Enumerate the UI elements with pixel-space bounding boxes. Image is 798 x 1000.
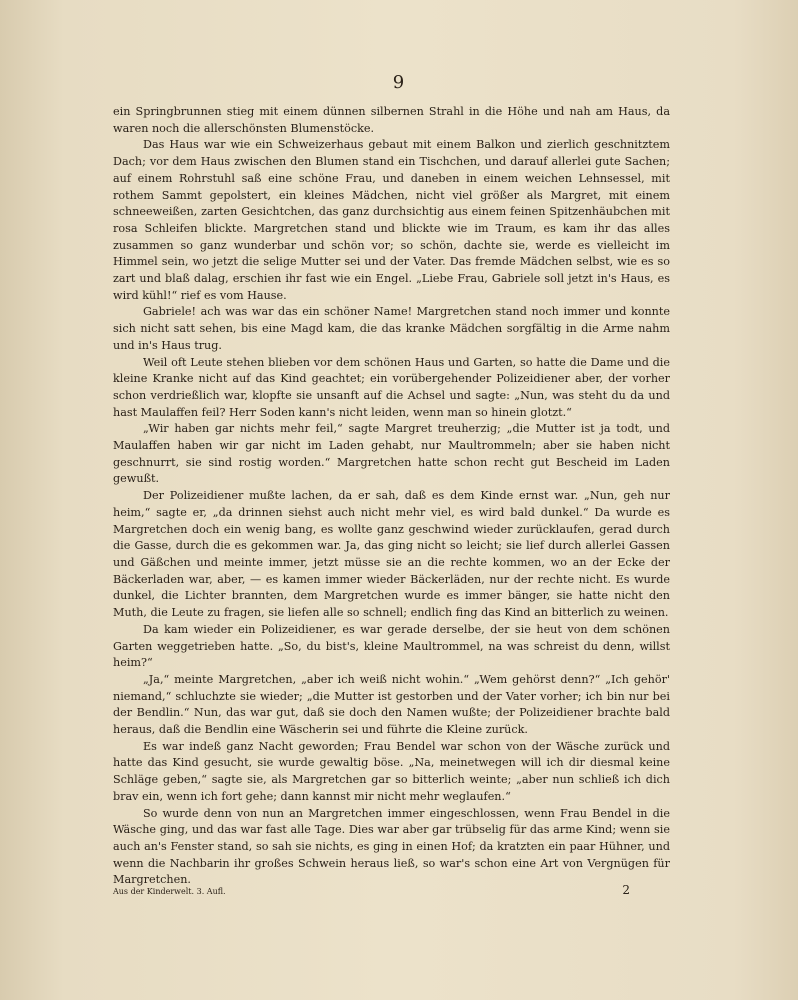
paragraph-2: Das Haus war wie ein Schweizerhaus gebaut mit einem Balkon und zierlich geschnitztem Dach; vor dem Haus zwischen den Blumen stand ein Tischchen, und darauf allerlei gute Sachen; auf einem Rohrstuhl saß eine schöne Frau, und daneben in einem weichen Lehnsessel, mit rothem Sammt gepolstert, ein kleines Mädchen, nicht viel größer als Margret, mit einem schneeweißen, zarten Gesichtchen, das ganz durchsichtig aus einem feinen Spitzenhäubchen mit rosa Schleifen blickte. Margretchen stand und blickte wie im Traum, es kam ihr das alles zusammen so ganz wunderbar und schön vor; so schön, dachte sie, werde es vielleicht im Himmel sein, wo jetzt die selige Mutter sei und der Vater. Das fremde Mädchen selbst, wie es so zart und blaß dalag, erschien ihr fast wie ein Engel. „Liebe Frau, Gabriele soll jetzt in's Haus, es wird kühl!“ rief es vom Hause. <box>113 138 670 302</box>
body-text <box>113 104 670 889</box>
paragraph-8: „Ja,“ meinte Margretchen, „aber ich weiß nicht wohin.“ „Wem gehörst denn?“ „Ich gehör' niemand,“ schluchzte sie wieder; „die Mutter ist gestorben und der Vater vorher; ich bin nur bei der Bendlin.“ Nun, das war gut, daß sie doch den Namen wußte; der Polizeidiener brachte bald heraus, daß die Bendlin eine Wäscherin sei und führte die Kleine zurück. <box>113 672 670 737</box>
paragraph-6: Der Polizeidiener mußte lachen, da er sah, daß es dem Kinde ernst war. „Nun, geh nur heim,“ sagte er, „da drinnen siehst auch nicht mehr viel, es wird bald dunkel.“ Da wurde es Margretchen doch ein wenig bang, es wollte ganz geschwind wieder zurücklaufen, gerad durch die Gasse, durch die es gekommen war. Ja, das ging nicht so leicht; sie lief durch allerlei Gassen und Gäßchen und meinte immer, jetzt müsse sie an die rechte kommen, wo an der Ecke der Bäckerladen war, aber, — es kamen immer wieder Bäckerläden, nur der rechte nicht. Es wurde dunkel, die Lichter brannten, dem Margretchen wurde es immer bänger, sie hatte nicht den Muth, die Leute zu fragen, sie liefen alle so schnell; endlich fing das Kind an bitterlich zu weinen. <box>113 489 670 620</box>
paragraph-10: So wurde denn von nun an Margretchen immer eingeschlossen, wenn Frau Bendel in die Wäsche ging, und das war fast alle Tage. Dies war aber gar trübselig für das arme Kind; wenn sie auch an's Fenster stand, so sah sie nichts, es ging in einen Hof; da kratzten ein paar Hühner, und wenn die Nachbarin ihr großes Schwein heraus ließ, so war's schon eine Art von Vergnügen für Margretchen. <box>113 806 670 887</box>
paragraph-5: „Wir haben gar nichts mehr feil,“ sagte Margret treuherzig; „die Mutter ist ja todt, und Maulaffen haben wir gar nicht im Laden gehabt, nur Maultrommeln; aber sie haben nicht geschnurrt, sie sind rostig worden.“ Margretchen hatte schon recht gut Bescheid im Laden gewußt. <box>113 422 670 486</box>
paragraph-3: Gabriele! ach was war das ein schöner Name! Margretchen stand noch immer und konnte sich nicht satt sehen, bis eine Magd kam, die das kranke Mädchen sorgfältig in die Arme nahm und in's Haus trug. <box>113 305 670 352</box>
paragraph-9: Es war indeß ganz Nacht geworden; Frau Bendel war schon von der Wäsche zurück und hatte das Kind gesucht, sie wurde gewaltig böse. „Na, meinetwegen will ich dir diesmal keine Schläge geben,“ sagte sie, als Margretchen gar so bitterlich weinte; „aber nun schließ ich dich brav ein, wenn ich fort gehe; dann kannst mir nicht mehr weglaufen.“ <box>113 739 670 803</box>
paragraph-7: Da kam wieder ein Polizeidiener, es war gerade derselbe, der sie heut von dem schönen Garten weggetrieben hatte. „So, du bist's, kleine Maultrommel, na was schreist du denn, willst heim?“ <box>113 622 670 670</box>
paragraph-4: Weil oft Leute stehen blieben vor dem schönen Haus und Garten, so hatte die Dame und die kleine Kranke nicht auf das Kind geachtet; ein vorübergehender Polizeidiener aber, der vorher schon verdrießlich war, klopfte sie unsanft auf die Achsel und sagte: „Nun, was steht du da und hast Maulaffen feil? Herr Soden kann's nicht leiden, wenn man so hinein glotzt.“ <box>113 355 670 419</box>
paragraph-1: ein Springbrunnen stieg mit einem dünnen silbernen Strahl in die Höhe und nah am Haus, da waren noch die allerschönsten Blumenstöcke. <box>113 105 670 135</box>
signature-mark: 2 <box>622 883 630 897</box>
page-number: 9 <box>392 72 406 93</box>
footer-credit: Aus der Kinderwelt. 3. Aufl. <box>113 887 226 896</box>
